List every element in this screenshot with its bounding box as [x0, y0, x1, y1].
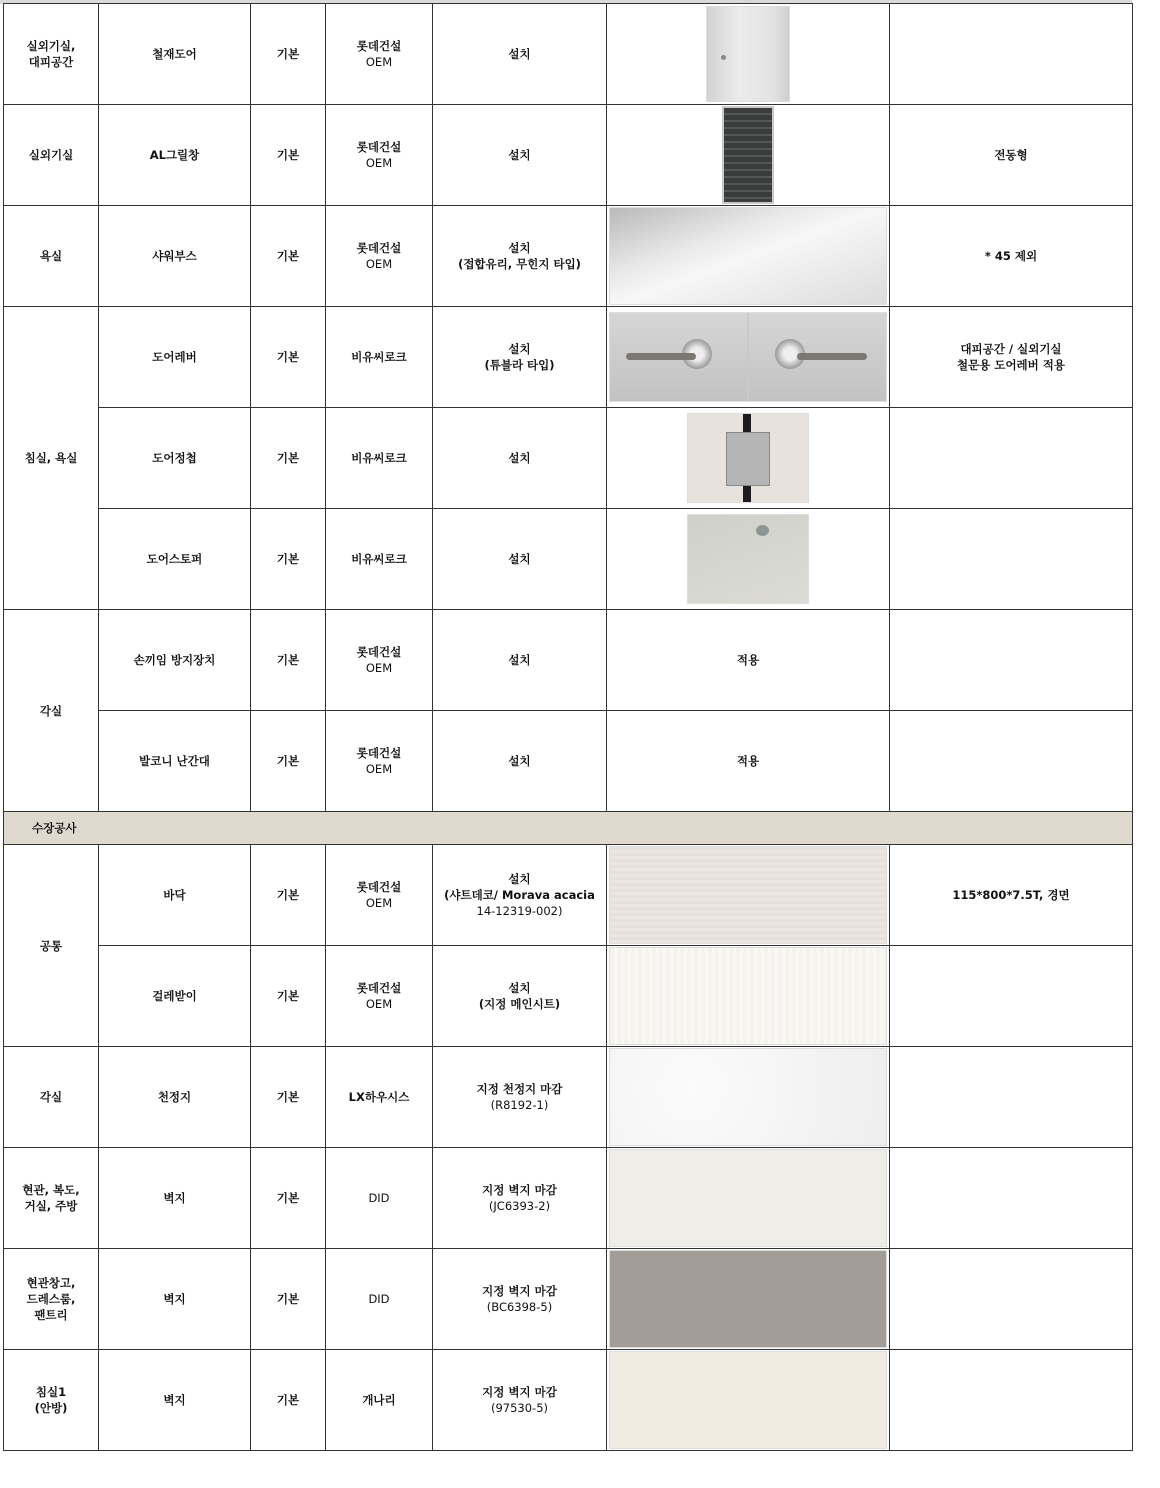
detail-line: (JC6393-2) — [488, 1199, 551, 1213]
table-row — [4, 845, 1133, 946]
brand-cell: 비유씨로크 — [326, 509, 433, 610]
spec-cell: 기본 — [251, 1047, 326, 1148]
brand-cell: 비유씨로크 — [326, 307, 433, 408]
location-cell — [4, 1249, 99, 1350]
wallpaper-swatch-cream — [609, 1351, 887, 1449]
brand-line: 롯데건설 — [356, 981, 402, 995]
item-cell: 바닥 — [99, 845, 251, 946]
brand-cell: 비유씨로크 — [326, 408, 433, 509]
note-cell — [890, 711, 1133, 812]
item-cell: 천정지 — [99, 1047, 251, 1148]
location-cell: 각실 — [4, 610, 99, 812]
item-cell: 도어스토퍼 — [99, 509, 251, 610]
brand-cell — [326, 845, 433, 946]
detail-line: 설치 — [508, 872, 531, 886]
baseboard-swatch — [609, 947, 887, 1045]
detail-cell: 설치 — [433, 4, 607, 105]
location-cell: 실외기실 — [4, 105, 99, 206]
image-cell — [607, 408, 890, 509]
detail-line: 설치 — [508, 981, 531, 995]
note-cell: 전동형 — [890, 105, 1133, 206]
location-line: 실외기실, — [26, 39, 76, 53]
location-cell: 각실 — [4, 1047, 99, 1148]
item-cell: 벽지 — [99, 1350, 251, 1451]
spec-cell: 기본 — [251, 946, 326, 1047]
location-cell — [4, 4, 99, 105]
brand-line: OEM — [365, 997, 393, 1011]
ceiling-paper-swatch — [609, 1048, 887, 1146]
brand-cell — [326, 105, 433, 206]
item-cell: 손끼임 방지장치 — [99, 610, 251, 711]
note-cell — [890, 1350, 1133, 1451]
brand-line: 롯데건설 — [356, 39, 402, 53]
location-cell: 침실, 욕실 — [4, 307, 99, 610]
note-cell — [890, 408, 1133, 509]
lever-left — [610, 313, 747, 401]
brand-line: OEM — [365, 762, 393, 776]
note-cell — [890, 4, 1133, 105]
spec-cell: 기본 — [251, 206, 326, 307]
door-stopper-photo — [687, 514, 809, 604]
brand-line: 롯데건설 — [356, 746, 402, 760]
detail-cell — [433, 845, 607, 946]
brand-cell: LX하우시스 — [326, 1047, 433, 1148]
table-row — [4, 307, 1133, 408]
detail-cell: 설치 — [433, 105, 607, 206]
brand-line: OEM — [365, 55, 393, 69]
detail-cell — [433, 307, 607, 408]
spec-cell: 기본 — [251, 1350, 326, 1451]
spec-cell: 기본 — [251, 4, 326, 105]
image-cell — [607, 4, 890, 105]
location-cell: 공통 — [4, 845, 99, 1047]
spec-cell: 기본 — [251, 610, 326, 711]
brand-cell — [326, 206, 433, 307]
note-cell — [890, 946, 1133, 1047]
wallpaper-swatch-light — [609, 1149, 887, 1247]
location-line: 팬트리 — [34, 1308, 68, 1322]
table-row — [4, 509, 1133, 610]
spec-table — [3, 3, 1133, 1451]
note-cell: * 45 제외 — [890, 206, 1133, 307]
image-cell — [607, 307, 890, 408]
image-cell — [607, 845, 890, 946]
spec-cell: 기본 — [251, 1249, 326, 1350]
location-cell — [4, 1148, 99, 1249]
note-cell — [890, 1249, 1133, 1350]
location-cell: 욕실 — [4, 206, 99, 307]
location-line: 거실, 주방 — [24, 1199, 78, 1213]
detail-cell: 설치 — [433, 610, 607, 711]
floor-wood-swatch — [609, 846, 887, 944]
location-line: 드레스룸, — [26, 1292, 76, 1306]
lever-right — [749, 313, 886, 401]
detail-line: (R8192-1) — [490, 1098, 549, 1112]
brand-cell: 개나리 — [326, 1350, 433, 1451]
image-cell: 적용 — [607, 610, 890, 711]
image-cell — [607, 206, 890, 307]
table-row — [4, 1249, 1133, 1350]
brand-line: OEM — [365, 896, 393, 910]
location-cell — [4, 1350, 99, 1451]
brand-line: 롯데건설 — [356, 645, 402, 659]
location-line: (안방) — [34, 1401, 68, 1415]
note-cell: 115*800*7.5T, 경면 — [890, 845, 1133, 946]
image-cell — [607, 1350, 890, 1451]
item-cell: 도어레버 — [99, 307, 251, 408]
image-cell — [607, 1047, 890, 1148]
brand-cell: DID — [326, 1148, 433, 1249]
spec-cell: 기본 — [251, 307, 326, 408]
detail-line: 14-12319-002) — [476, 904, 563, 918]
note-cell — [890, 1047, 1133, 1148]
brand-cell — [326, 946, 433, 1047]
detail-line: (BC6398-5) — [486, 1300, 553, 1314]
detail-line: 지정 벽지 마감 — [482, 1284, 557, 1298]
table-row — [4, 1148, 1133, 1249]
spec-cell: 기본 — [251, 105, 326, 206]
note-cell — [890, 307, 1133, 408]
detail-line: 지정 벽지 마감 — [482, 1385, 557, 1399]
note-line: 철문용 도어레버 적용 — [957, 358, 1065, 372]
table-row — [4, 610, 1133, 711]
brand-line: 롯데건설 — [356, 880, 402, 894]
wallpaper-swatch-gray — [609, 1250, 887, 1348]
item-cell: 철재도어 — [99, 4, 251, 105]
image-cell — [607, 946, 890, 1047]
detail-line: 설치 — [508, 342, 531, 356]
brand-line: 롯데건설 — [356, 140, 402, 154]
location-line: 현관, 복도, — [22, 1183, 80, 1197]
item-cell: 벽지 — [99, 1148, 251, 1249]
table-row — [4, 1350, 1133, 1451]
item-cell: 걸레받이 — [99, 946, 251, 1047]
item-cell: 벽지 — [99, 1249, 251, 1350]
item-cell: 샤워부스 — [99, 206, 251, 307]
location-line: 현관창고, — [26, 1276, 76, 1290]
table-row — [4, 711, 1133, 812]
location-line: 침실1 — [35, 1385, 67, 1399]
detail-line: (샤트데코/ Morava acacia — [444, 888, 595, 902]
steel-door-photo — [706, 6, 790, 102]
section-header: 수장공사 — [4, 812, 1133, 845]
detail-line: (접합유리, 무힌지 타입) — [458, 257, 581, 271]
note-cell — [890, 610, 1133, 711]
image-cell — [607, 1249, 890, 1350]
section-header-row — [4, 812, 1133, 845]
door-hinge-photo — [687, 413, 809, 503]
detail-cell — [433, 206, 607, 307]
spec-cell: 기본 — [251, 845, 326, 946]
table-row — [4, 206, 1133, 307]
detail-line: 설치 — [508, 241, 531, 255]
detail-cell: 설치 — [433, 509, 607, 610]
table-row — [4, 105, 1133, 206]
brand-line: OEM — [365, 257, 393, 271]
spec-cell: 기본 — [251, 509, 326, 610]
table-row — [4, 4, 1133, 105]
detail-line: (지정 메인시트) — [478, 997, 561, 1011]
item-cell: 발코니 난간대 — [99, 711, 251, 812]
image-cell — [607, 509, 890, 610]
brand-line: 롯데건설 — [356, 241, 402, 255]
detail-cell — [433, 1148, 607, 1249]
shower-glass-photo — [609, 207, 887, 305]
detail-cell: 설치 — [433, 711, 607, 812]
door-lever-photo — [609, 312, 887, 402]
spec-cell: 기본 — [251, 1148, 326, 1249]
detail-line: 지정 벽지 마감 — [482, 1183, 557, 1197]
image-cell — [607, 1148, 890, 1249]
brand-line: OEM — [365, 156, 393, 170]
brand-line: OEM — [365, 661, 393, 675]
brand-cell: DID — [326, 1249, 433, 1350]
item-cell: 도어정첩 — [99, 408, 251, 509]
item-cell: AL그릴창 — [99, 105, 251, 206]
image-cell — [607, 105, 890, 206]
aluminum-grill-window-photo — [722, 106, 774, 204]
detail-cell — [433, 1350, 607, 1451]
brand-cell — [326, 711, 433, 812]
note-cell — [890, 1148, 1133, 1249]
detail-cell — [433, 1249, 607, 1350]
detail-cell: 설치 — [433, 408, 607, 509]
spec-cell: 기본 — [251, 408, 326, 509]
image-cell: 적용 — [607, 711, 890, 812]
detail-cell — [433, 946, 607, 1047]
detail-line: (튜블라 타입) — [484, 358, 555, 372]
table-row — [4, 946, 1133, 1047]
detail-cell — [433, 1047, 607, 1148]
location-line: 대피공간 — [28, 55, 74, 69]
brand-cell — [326, 4, 433, 105]
detail-line: (97530-5) — [490, 1401, 549, 1415]
note-cell — [890, 509, 1133, 610]
spec-cell: 기본 — [251, 711, 326, 812]
table-row — [4, 408, 1133, 509]
detail-line: 지정 천정지 마감 — [476, 1082, 563, 1096]
table-row — [4, 1047, 1133, 1148]
note-line: 대피공간 / 실외기실 — [960, 342, 1062, 356]
brand-cell — [326, 610, 433, 711]
